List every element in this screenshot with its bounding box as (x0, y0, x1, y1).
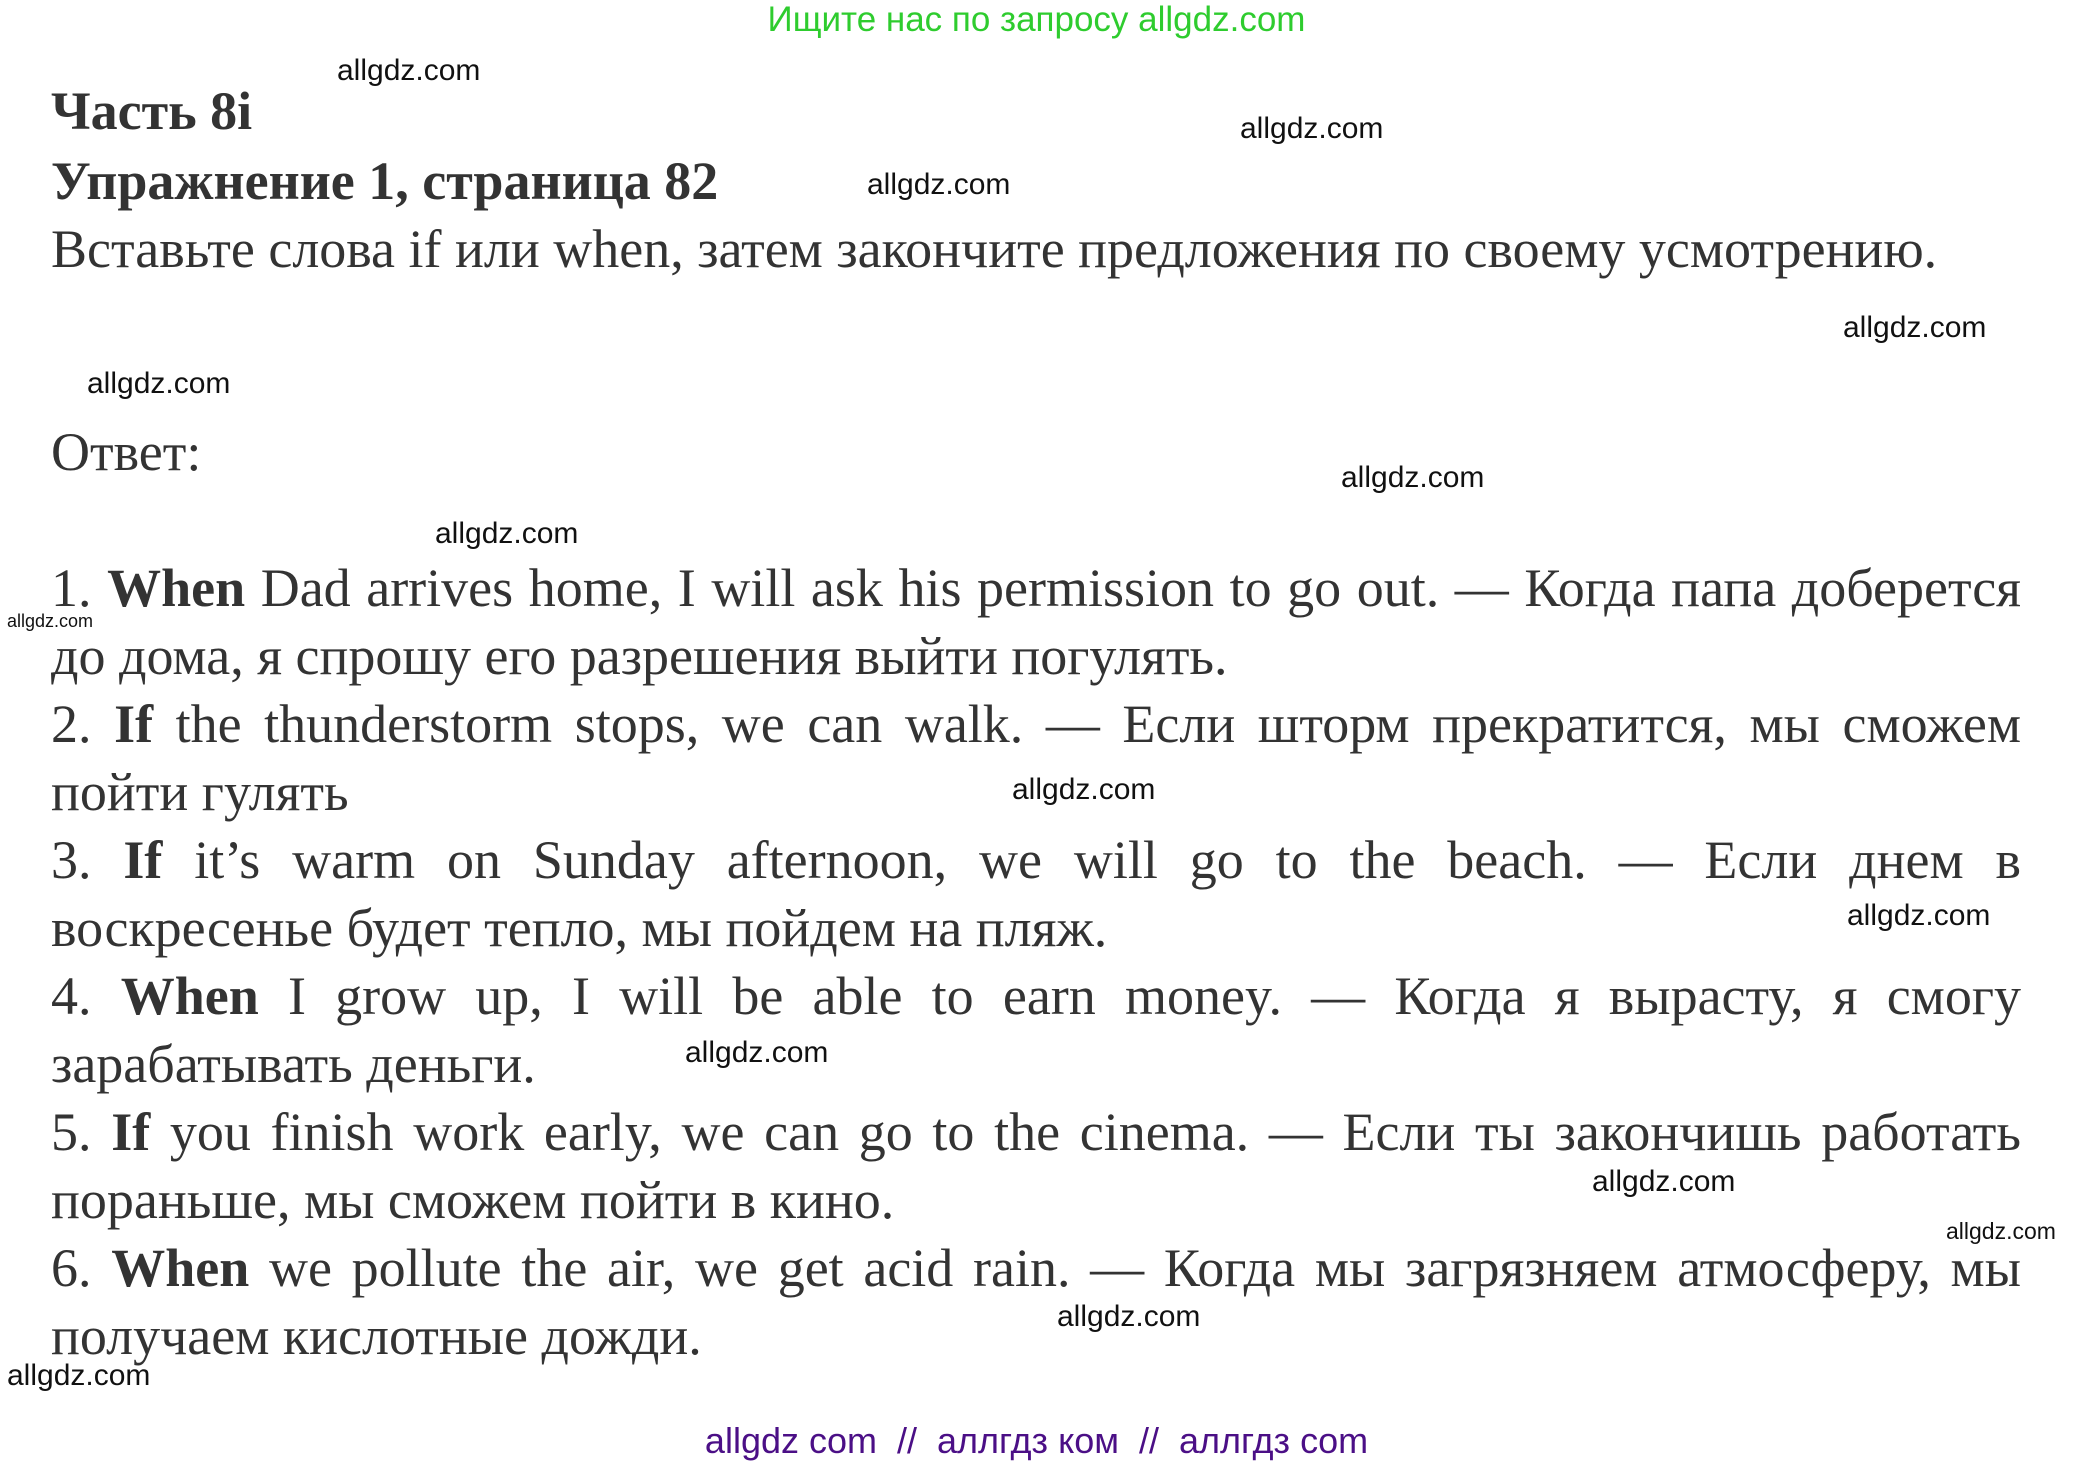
watermark: allgdz.com (1847, 899, 1991, 932)
footer-links: allgdz com // аллгдз ком // аллгдз com (704, 1420, 1369, 1461)
watermark: allgdz.com (435, 517, 579, 550)
watermark: allgdz.com (7, 611, 94, 631)
answer-label: Ответ: (51, 422, 202, 482)
answer-item: 1. When Dad arrives home, I will ask his permission to go out. — Когда папа доберется до дома, я спрошу его разрешения выйти погулять. (51, 558, 2022, 686)
answer-item: 4. When I grow up, I will be able to earn money. — Когда я вырасту, я смогу зарабатывать деньги. (51, 966, 2021, 1094)
answer-item: 6. When we pollute the air, we get acid rain. — Когда мы загрязняем атмосферу, мы получаем кислотные дожди. (51, 1238, 2022, 1366)
watermark: allgdz.com (685, 1036, 829, 1069)
exercise-title: Упражнение 1, страница 82 (51, 151, 719, 211)
watermark: allgdz.com (87, 367, 231, 400)
instruction-text: Вставьте слова if или when, затем закончите предложения по своему усмотрению. (51, 219, 1938, 279)
watermark: allgdz.com (7, 1359, 151, 1392)
instruction (51, 215, 2021, 283)
watermark: allgdz.com (1843, 311, 1987, 344)
part-title: Часть 8i (51, 81, 253, 141)
watermark: allgdz.com (1012, 773, 1156, 806)
watermark: allgdz.com (1592, 1165, 1736, 1198)
watermark: allgdz.com (867, 168, 1011, 201)
answer-item: 5. If you finish work early, we can go to the cinema. — Если ты закончишь работать пораньше, мы сможем пойти в кино. (51, 1102, 2021, 1230)
answer-list (51, 554, 2021, 1370)
watermark: allgdz.com (1057, 1300, 1201, 1333)
watermark: allgdz.com (1946, 1218, 2056, 1244)
answer-item: 3. If it’s warm on Sunday afternoon, we will go to the beach. — Если днем в воскресенье будет тепло, мы пойдем на пляж. (51, 830, 2021, 958)
watermark: allgdz.com (337, 54, 481, 87)
watermark: allgdz.com (1240, 112, 1384, 145)
answer-item: 2. If the thunderstorm stops, we can walk. — Если шторм прекратится, мы сможем пойти гулять (51, 694, 2022, 822)
search-banner: Ищите нас по запросу allgdz.com (767, 0, 1306, 39)
watermark: allgdz.com (1341, 461, 1485, 494)
